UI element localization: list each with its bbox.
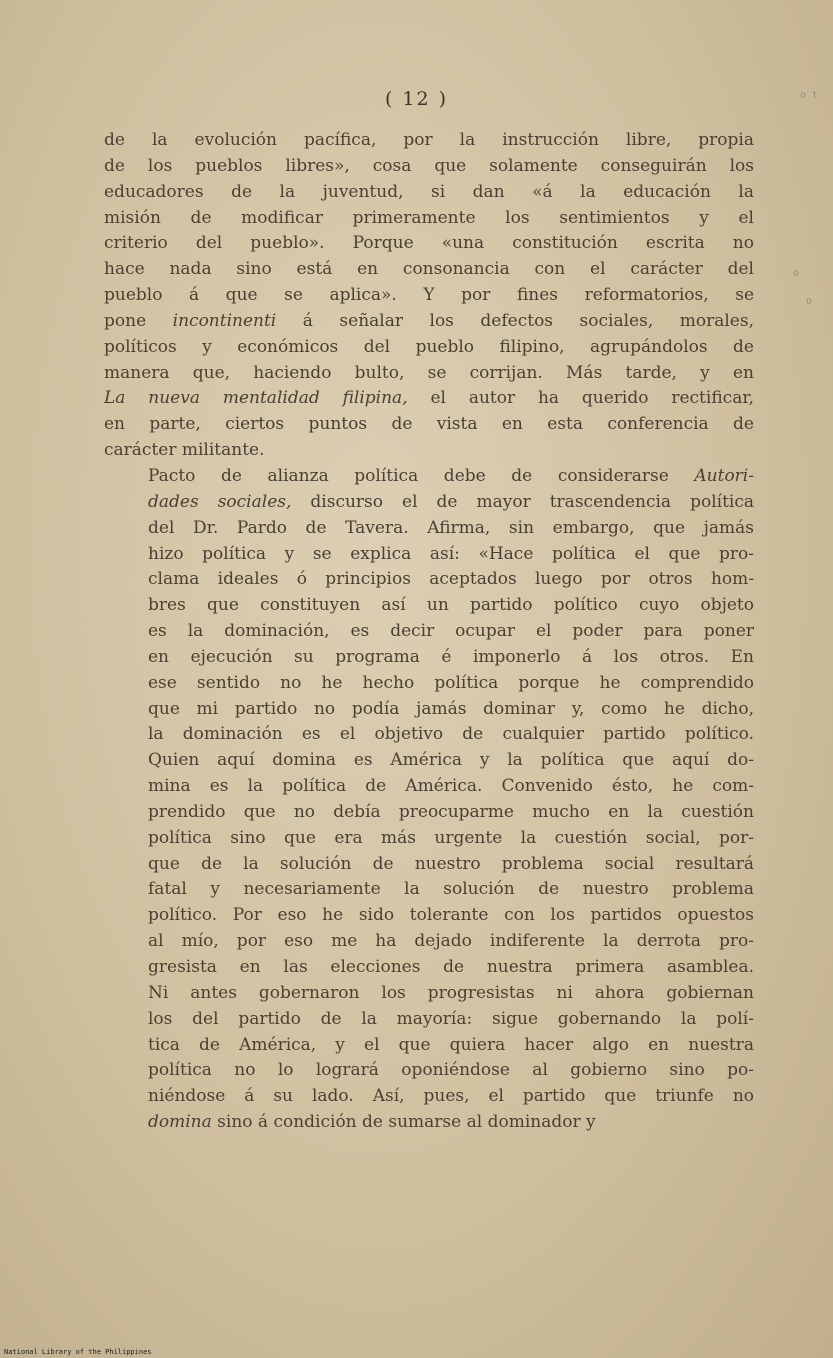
- text-line: [104, 542, 754, 568]
- text-segment: en parte, ciertos puntos de vista en esta conferencia de: [104, 414, 754, 435]
- italic-title: incontinenti: [172, 310, 277, 331]
- margin-mark: o: [806, 296, 813, 307]
- text-line: [104, 774, 754, 800]
- text-segment: niéndose á su lado. Así, pues, el partido que triunfe no: [148, 1086, 754, 1107]
- text-line: [104, 490, 754, 516]
- text-segment: ese sentido no he hecho política porque he comprendido: [148, 672, 754, 693]
- text-segment: mina es la política de América. Convenido ésto, he com-: [148, 776, 754, 797]
- paragraph: [104, 464, 754, 1136]
- text-line: [104, 206, 754, 232]
- text-segment: políticos y económicos del pueblo filipino, agrupándolos de: [104, 336, 754, 357]
- text-segment: tica de América, y el que quiera hacer algo en nuestra: [148, 1034, 754, 1055]
- text-line: [104, 903, 754, 929]
- italic-title: Autori-: [694, 465, 754, 486]
- text-line: [104, 671, 754, 697]
- text-line: [104, 1033, 754, 1059]
- text-line: [104, 438, 754, 464]
- italic-title: dades sociales,: [148, 491, 292, 512]
- text-segment: al mío, por eso me ha dejado indiferente la derrota pro-: [148, 931, 754, 952]
- text-line: [104, 231, 754, 257]
- text-line: [104, 593, 754, 619]
- text-line: [104, 361, 754, 387]
- text-line: [104, 516, 754, 542]
- text-segment: á señalar los defectos sociales, morales,: [276, 310, 754, 331]
- text-segment: del Dr. Pardo de Tavera. Afirma, sin embargo, que jamás: [148, 517, 754, 538]
- text-segment: misión de modificar primeramente los sentimientos y el: [104, 207, 754, 228]
- text-segment: pueblo á que se aplica». Y por fines reformatorios, se: [104, 285, 754, 306]
- text-segment: pone: [104, 310, 173, 331]
- text-line: [104, 1110, 754, 1136]
- text-segment: clama ideales ó principios aceptados luego por otros hom-: [148, 569, 754, 590]
- margin-mark: o t: [800, 90, 819, 101]
- text-line: [104, 567, 754, 593]
- text-segment: política sino que era más urgente la cuestión social, por-: [148, 827, 754, 848]
- text-segment: gresista en las elecciones de nuestra primera asamblea.: [148, 957, 754, 977]
- text-line: [104, 852, 754, 878]
- text-line: [104, 1007, 754, 1033]
- text-line: [104, 722, 754, 748]
- text-line: [104, 257, 754, 283]
- text-line: [104, 826, 754, 852]
- text-line: [104, 929, 754, 955]
- text-line: [104, 619, 754, 645]
- text-segment: discurso el de mayor trascendencia política: [291, 491, 754, 512]
- text-segment: Pacto de alianza política debe de considerarse: [148, 465, 695, 486]
- text-line: [104, 955, 754, 981]
- margin-mark: o: [793, 268, 800, 279]
- text-line: [104, 800, 754, 826]
- text-line: [104, 464, 754, 490]
- text-segment: hizo política y se explica así: «Hace política el que pro-: [148, 543, 754, 564]
- text-line: [104, 1058, 754, 1084]
- italic-title: La nueva mentalidad filipina,: [104, 388, 408, 409]
- text-segment: el autor ha querido rectificar,: [407, 388, 754, 409]
- text-line: [104, 877, 754, 903]
- text-segment: hace nada sino está en consonancia con el carácter del: [104, 259, 754, 280]
- text-line: [104, 180, 754, 206]
- text-segment: los del partido de la mayoría: sigue gobernando la polí-: [148, 1008, 754, 1029]
- text-segment: criterio del pueblo». Porque «una constitución escrita no: [104, 233, 754, 254]
- library-footer: National Library of the Philippines: [4, 1348, 152, 1356]
- italic-title: domina: [148, 1112, 212, 1133]
- text-segment: política no lo logrará oponiéndose al gobierno sino po-: [148, 1060, 754, 1081]
- text-line: [104, 645, 754, 671]
- text-line: [104, 309, 754, 335]
- body-text: [104, 128, 754, 1136]
- text-segment: sino á condición de sumarse al dominador y: [211, 1112, 596, 1133]
- text-line: [104, 386, 754, 412]
- text-segment: político. Por eso he sido tolerante con los partidos opuestos: [148, 905, 754, 926]
- text-line: [104, 154, 754, 180]
- page-number: ( 12 ): [384, 88, 449, 110]
- text-line: [104, 283, 754, 309]
- text-segment: en ejecución su programa é imponerlo á los otros. En: [148, 646, 754, 667]
- text-segment: de los pueblos libres», cosa que solamente conseguirán los: [104, 155, 754, 176]
- text-segment: la dominación es el objetivo de cualquier partido político.: [148, 724, 754, 745]
- text-segment: educadores de la juventud, si dan «á la educación la: [104, 181, 754, 202]
- text-line: [104, 412, 754, 438]
- text-segment: carácter militante.: [104, 440, 265, 461]
- text-segment: prendido que no debía preocuparme mucho en la cuestión: [148, 801, 754, 822]
- text-segment: que de la solución de nuestro problema social resultará: [148, 853, 754, 874]
- text-segment: de la evolución pacífica, por la instrucción libre, propia: [104, 130, 754, 150]
- text-segment: Ni antes gobernaron los progresistas ni ahora gobiernan: [148, 982, 754, 1003]
- text-segment: es la dominación, es decir ocupar el poder para poner: [148, 621, 754, 642]
- text-line: [104, 981, 754, 1007]
- paragraph: [104, 128, 754, 464]
- text-segment: fatal y necesariamente la solución de nuestro problema: [148, 879, 754, 900]
- text-segment: Quien aquí domina es América y la política que aquí do-: [148, 750, 754, 771]
- text-segment: manera que, haciendo bulto, se corrijan. Más tarde, y en: [104, 362, 754, 383]
- text-segment: que mi partido no podía jamás dominar y, como he dicho,: [148, 698, 754, 719]
- text-line: [104, 128, 754, 154]
- text-line: [104, 335, 754, 361]
- text-line: [104, 697, 754, 723]
- text-segment: bres que constituyen así un partido político cuyo objeto: [148, 595, 754, 616]
- text-line: [104, 1084, 754, 1110]
- text-line: [104, 748, 754, 774]
